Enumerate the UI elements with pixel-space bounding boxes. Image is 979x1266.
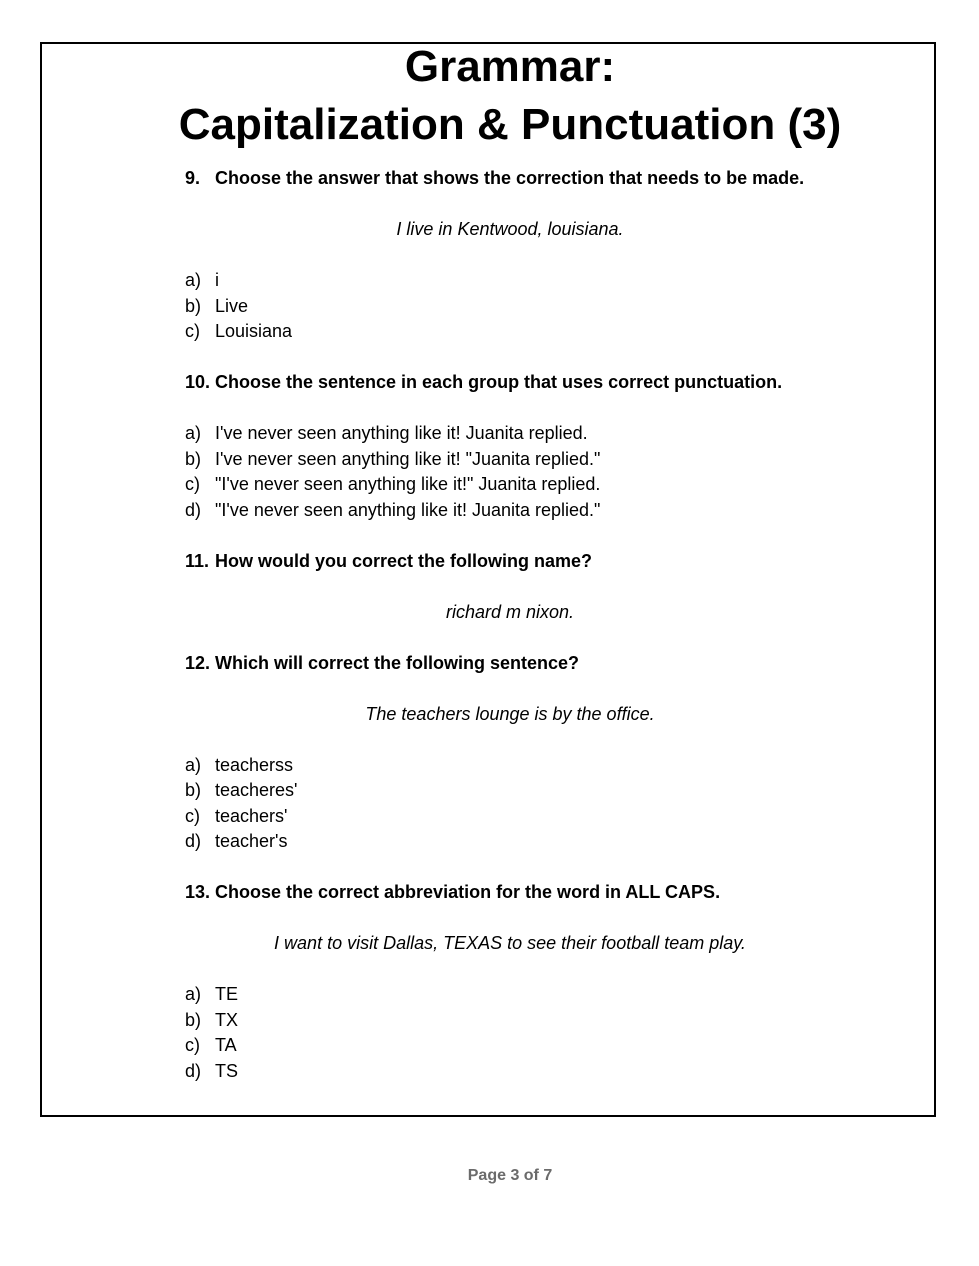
option-letter: c) <box>185 1035 200 1055</box>
option-text: teachers' <box>215 805 288 826</box>
answer-option <box>185 319 885 345</box>
option-letter: a) <box>185 270 202 290</box>
question-9-prompt <box>185 166 885 192</box>
answer-option <box>185 982 885 1008</box>
option-text: i <box>215 270 219 290</box>
question-number: 11. <box>185 550 210 571</box>
question-11-example: richard m nixon. <box>445 601 575 622</box>
answer-option <box>185 829 885 855</box>
option-text: Live <box>215 295 249 316</box>
option-text: Louisiana <box>215 321 293 341</box>
answer-option <box>185 1059 885 1085</box>
title-line-1: Grammar: <box>404 42 616 91</box>
question-number: 9. <box>185 168 201 188</box>
option-letter: c) <box>185 474 200 494</box>
option-text: I've never seen anything like it! "Juanita replied." <box>215 448 601 469</box>
answer-option <box>185 753 885 779</box>
option-text: "I've never seen anything like it!" Juanita replied. <box>215 474 601 494</box>
answer-option <box>185 1008 885 1034</box>
question-number: 10. <box>185 372 211 392</box>
question-number: 12. <box>185 652 211 673</box>
answer-option <box>185 447 885 473</box>
option-text: TS <box>215 1060 239 1081</box>
option-letter: d) <box>185 499 202 520</box>
title-line-2: Capitalization & Punctuation (3) <box>178 100 842 149</box>
question-text: Choose the correct abbreviation for the word in ALL CAPS. <box>215 882 721 902</box>
question-text: How would you correct the following name? <box>215 550 593 571</box>
question-9-example: I live in Kentwood, louisiana. <box>396 219 624 239</box>
question-13-prompt <box>185 880 885 906</box>
answer-option <box>185 804 885 830</box>
option-text: teacher's <box>215 831 288 851</box>
option-letter: a) <box>185 423 202 443</box>
option-letter: a) <box>185 984 202 1004</box>
question-12-prompt <box>185 651 885 677</box>
option-letter: b) <box>185 1009 202 1030</box>
question-11-prompt <box>185 549 885 575</box>
option-text: I've never seen anything like it! Juanita replied. <box>215 423 588 443</box>
option-letter: d) <box>185 831 202 851</box>
option-text: teacherss <box>215 754 294 775</box>
answer-option <box>185 778 885 804</box>
question-text: Which will correct the following sentence? <box>215 652 580 673</box>
option-text: "I've never seen anything like it! Juanita replied." <box>215 499 601 520</box>
answer-option <box>185 268 885 294</box>
option-letter: a) <box>185 754 202 775</box>
question-13-example: I want to visit Dallas, TEXAS to see their football team play. <box>274 933 746 953</box>
option-letter: c) <box>185 805 200 826</box>
question-number: 13. <box>185 882 211 902</box>
option-text: TA <box>215 1035 237 1055</box>
page-number: Page 3 of 7 <box>467 1167 553 1184</box>
question-12-example: The teachers lounge is by the office. <box>365 703 655 724</box>
option-text: TE <box>215 984 239 1004</box>
question-text: Choose the answer that shows the correction that needs to be made. <box>215 168 805 188</box>
option-letter: b) <box>185 780 202 800</box>
answer-option <box>185 294 885 320</box>
questions-list <box>185 166 885 1084</box>
option-text: TX <box>215 1009 239 1030</box>
option-letter: c) <box>185 321 200 341</box>
option-text: teacheres' <box>215 780 298 800</box>
question-10-prompt <box>185 370 885 396</box>
option-letter: b) <box>185 448 202 469</box>
answer-option <box>185 421 885 447</box>
answer-option <box>185 498 885 524</box>
option-letter: b) <box>185 295 202 316</box>
answer-option <box>185 472 885 498</box>
question-text: Choose the sentence in each group that uses correct punctuation. <box>215 372 783 392</box>
answer-option <box>185 1033 885 1059</box>
option-letter: d) <box>185 1060 202 1081</box>
